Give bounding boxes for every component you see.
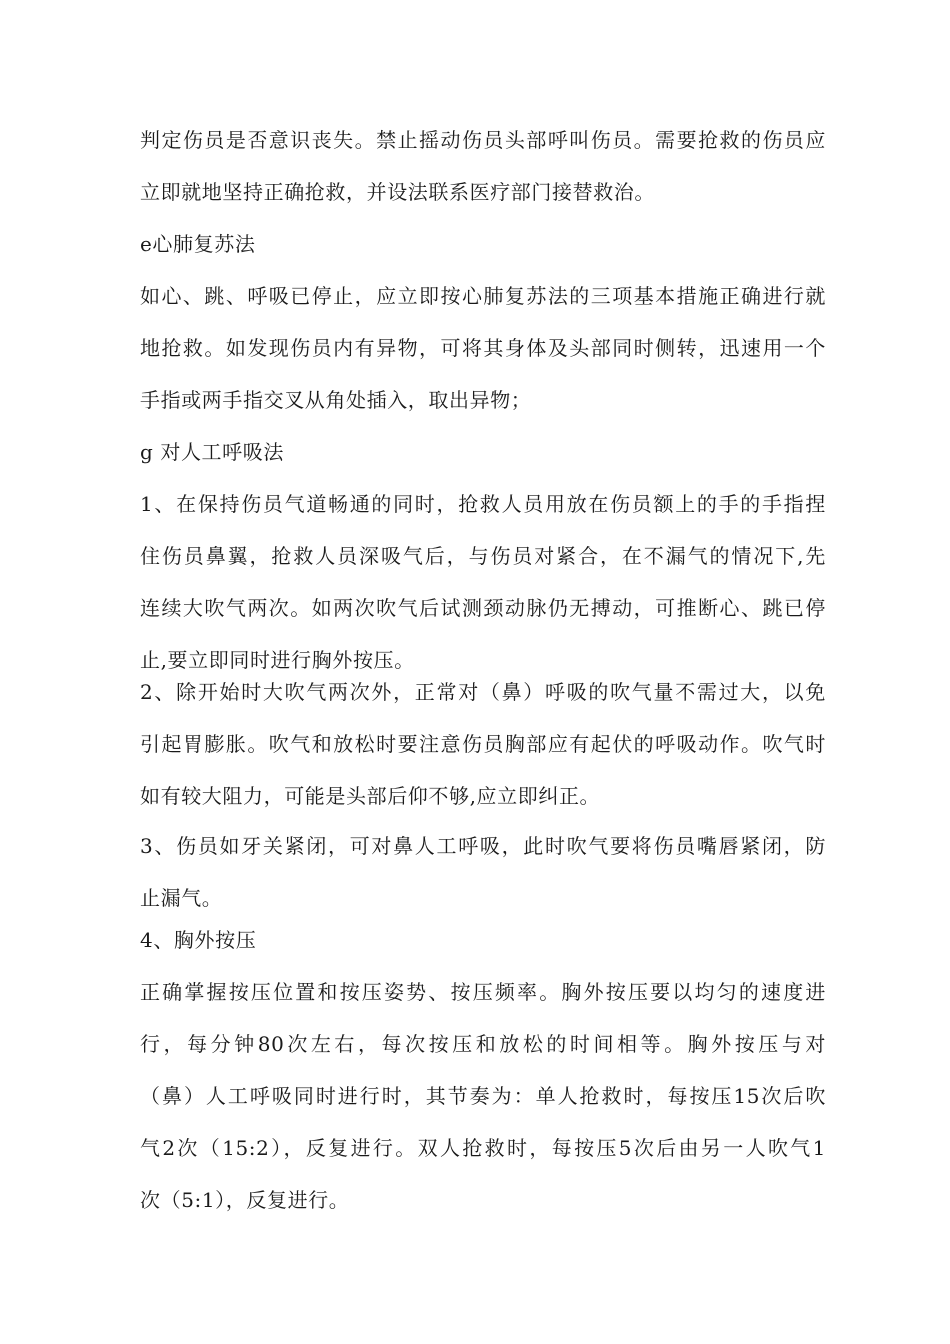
- heading-cpr-method: [140, 218, 826, 270]
- heading-chest-compression: [140, 914, 826, 966]
- paragraph-compression-details: [140, 966, 826, 1226]
- text-line: 2、除开始时大吹气两次外，正常对（鼻）呼吸的吹气量不需过大，以免: [140, 680, 826, 704]
- text-line: 止,要立即同时进行胸外按压。: [140, 648, 415, 672]
- text-line: 1、在保持伤员气道畅通的同时，抢救人员用放在伤员额上的手的手指捏: [140, 492, 826, 516]
- text-line: 如有较大阻力，可能是头部后仰不够,应立即纠正。: [140, 784, 601, 808]
- text-line: 判定伤员是否意识丧失。禁止摇动伤员头部呼叫伤员。需要抢救的伤员应: [140, 128, 826, 152]
- text-line: g 对人工呼吸法: [140, 440, 284, 464]
- text-line: 4、胸外按压: [140, 928, 257, 952]
- text-line: 立即就地坚持正确抢救，并设法联系医疗部门接替救治。: [140, 180, 655, 204]
- paragraph-step-2: [140, 666, 826, 822]
- text-line: 住伤员鼻翼，抢救人员深吸气后，与伤员对紧合，在不漏气的情况下,先: [140, 544, 826, 568]
- text-line: 气2次（15:2），反复进行。双人抢救时，每按压5次后由另一人吹气1: [140, 1136, 826, 1160]
- text-line: （鼻）人工呼吸同时进行时，其节奏为：单人抢救时，每按压15次后吹: [140, 1084, 826, 1108]
- text-line: e心肺复苏法: [140, 232, 256, 256]
- text-line: 引起胃膨胀。吹气和放松时要注意伤员胸部应有起伏的呼吸动作。吹气时: [140, 732, 826, 756]
- text-line: 次（5:1），反复进行。: [140, 1188, 350, 1212]
- paragraph-consciousness-check: [140, 114, 826, 218]
- paragraph-cpr-intro: [140, 270, 826, 426]
- text-line: 正确掌握按压位置和按压姿势、按压频率。胸外按压要以均匀的速度进: [140, 980, 826, 1004]
- text-line: 如心、跳、呼吸已停止，应立即按心肺复苏法的三项基本措施正确进行就: [140, 284, 826, 308]
- text-line: 连续大吹气两次。如两次吹气后试测颈动脉仍无搏动，可推断心、跳已停: [140, 596, 826, 620]
- text-line: 行，每分钟80次左右，每次按压和放松的时间相等。胸外按压与对: [140, 1032, 826, 1056]
- text-line: 3、伤员如牙关紧闭，可对鼻人工呼吸，此时吹气要将伤员嘴唇紧闭，防: [140, 834, 826, 858]
- heading-artificial-respiration: [140, 426, 826, 478]
- text-line: 止漏气。: [140, 886, 223, 910]
- text-line: 地抢救。如发现伤员内有异物，可将其身体及头部同时侧转，迅速用一个: [140, 336, 826, 360]
- paragraph-step-1: [140, 478, 826, 686]
- paragraph-step-3: [140, 820, 826, 924]
- text-line: 手指或两手指交叉从角处插入，取出异物；: [140, 388, 532, 412]
